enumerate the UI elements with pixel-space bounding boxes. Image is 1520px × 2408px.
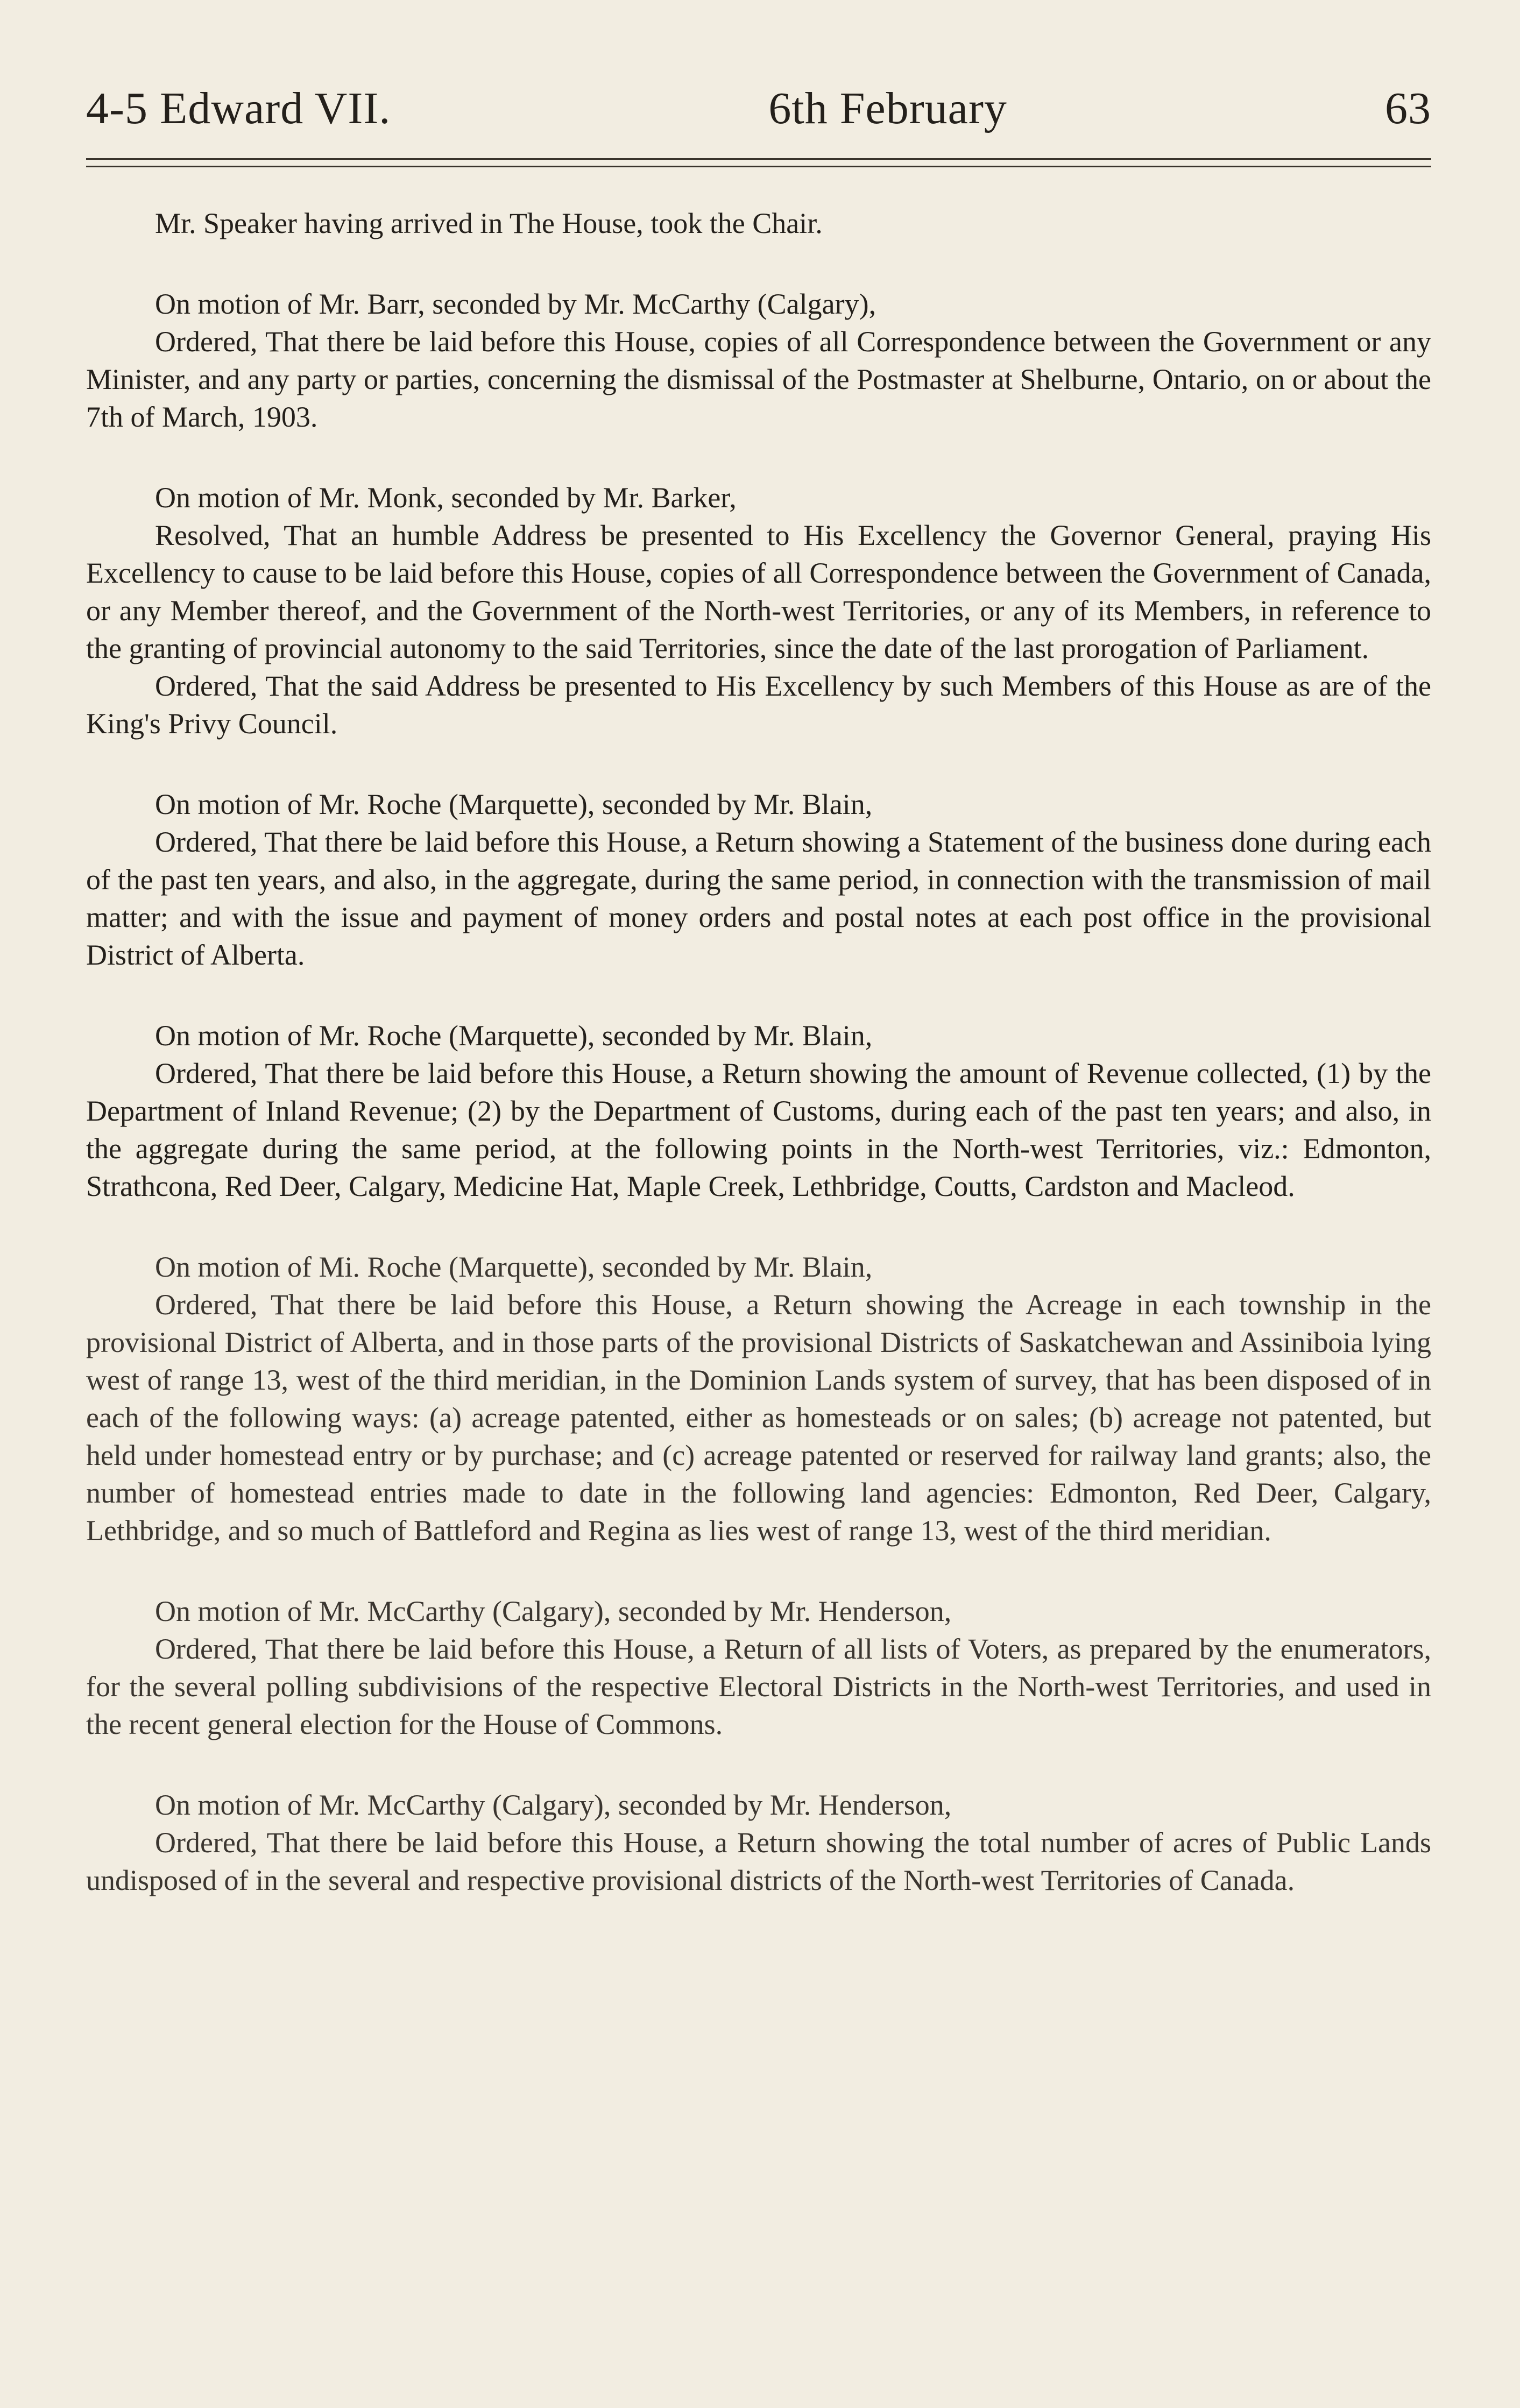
header-date: 6th February (768, 83, 1007, 133)
motion-line: On motion of Mr. Roche (Marquette), seconded by Mr. Blain, (155, 1019, 873, 1052)
motion-line: On motion of Mi. Roche (Marquette), seconded by Mr. Blain, (155, 1251, 873, 1283)
order-text: Ordered, That there be laid before this House, a Return showing the total number of acres of Public Lands undisposed of in the several and respective provisional districts of the North-west Territories of Canada. (86, 1826, 1431, 1896)
entry-motion-roche-mail (86, 785, 1431, 974)
header-rule-bottom (86, 166, 1431, 167)
motion-line: On motion of Mr. McCarthy (Calgary), seconded by Mr. Henderson, (155, 1595, 952, 1627)
order-text: Ordered, That there be laid before this House, a Return of all lists of Voters, as prepared by the enumerators, for the several polling subdivisions of the respective Electoral Districts in the North-west Territories, and used in the recent general election for the House of Commons. (86, 1633, 1431, 1740)
motion-line: On motion of Mr. Roche (Marquette), seconded by Mr. Blain, (155, 788, 873, 820)
entry-speaker (86, 204, 1431, 242)
entry-motion-barr (86, 285, 1431, 436)
motion-line: On motion of Mr. Barr, seconded by Mr. McCarthy (Calgary), (155, 288, 876, 320)
motion-line: On motion of Mr. McCarthy (Calgary), seconded by Mr. Henderson, (155, 1789, 952, 1821)
header-regnal-year: 4-5 Edward VII. (86, 83, 391, 133)
header-rule-top (86, 158, 1431, 160)
order-text: Ordered, That there be laid before this House, copies of all Correspondence between the Government or any Minister, and any party or parties, concerning the dismissal of the Postmaster at Shelburne, Ontario, on or about the 7th of March, 1903. (86, 325, 1431, 433)
entry-motion-roche-revenue (86, 1017, 1431, 1205)
journal-body (86, 204, 1431, 1942)
entry-paragraph: Mr. Speaker having arrived in The House, took the Chair. (155, 207, 823, 239)
entry-motion-mccarthy-voters (86, 1592, 1431, 1743)
header-page-number: 63 (1385, 83, 1431, 133)
order-text: Ordered, That there be laid before this House, a Return showing a Statement of the business done during each of the past ten years, and also, in the aggregate, during the same period, in connection with the transmission of mail matter; and with the issue and payment of money orders and postal notes at each post office in the provisional District of Alberta. (86, 826, 1431, 971)
order-text: Ordered, That there be laid before this House, a Return showing the amount of Revenue collected, (1) by the Department of Inland Revenue; (2) by the Department of Customs, during each of the past ten years; and also, in the aggregate during the same period, at the following points in the North-west Territories, viz.: Edmonton, Strathcona, Red Deer, Calgary, Medicine Hat, Maple Creek, Lethbridge, Coutts, Cardston and Macleod. (86, 1057, 1431, 1202)
motion-line: On motion of Mr. Monk, seconded by Mr. Barker, (155, 481, 737, 514)
running-header (86, 75, 1431, 134)
entry-motion-roche-acreage (86, 1248, 1431, 1549)
entry-motion-monk (86, 479, 1431, 742)
resolution-text: Resolved, That an humble Address be presented to His Excellency the Governor General, praying His Excellency to cause to be laid before this House, copies of all Correspondence between the Government of Canada, or any Member thereof, and the Government of the North-west Territories, or any of its Members, in reference to the granting of provincial autonomy to the said Territories, since the date of the last prorogation of Parliament. (86, 519, 1431, 664)
order-text: Ordered, That there be laid before this House, a Return showing the Acreage in each township in the provisional District of Alberta, and in those parts of the provisional Districts of Saskatchewan and Assiniboia lying west of range 13, west of the third meridian, in the Dominion Lands system of survey, that has been disposed of in each of the following ways: (a) acreage patented, either as homesteads or on sales; (b) acreage not patented, but held under homestead entry or by purchase; and (c) acreage patented or reserved for railway land grants; also, the number of homestead entries made to date in the following land agencies: Edmonton, Red Deer, Calgary, Lethbridge, and so much of Battleford and Regina as lies west of range 13, west of the third meridian. (86, 1288, 1431, 1547)
entry-motion-mccarthy-lands (86, 1786, 1431, 1899)
order-text: Ordered, That the said Address be presented to His Excellency by such Members of this House as are of the King's Privy Council. (86, 670, 1431, 740)
header-double-rule (86, 158, 1431, 174)
